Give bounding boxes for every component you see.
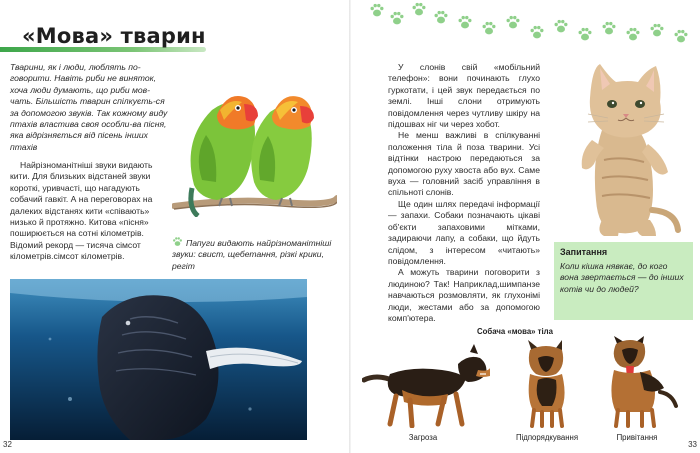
paw-icon <box>625 26 641 42</box>
parrots-caption <box>172 236 337 272</box>
whale-paragraphs <box>10 160 168 263</box>
cat-image <box>552 60 692 240</box>
paw-decoration-row <box>365 0 700 44</box>
paw-icon <box>673 28 689 44</box>
paragraph: Ще один шлях передачі інформації — запахи. Собаки позначають цікаві об'єкти запаховими мітками, задираючи лапу, а собаки, що йдуть слідом, з інтересом «читають» повідомлення. <box>388 198 540 266</box>
paw-icon <box>433 9 449 25</box>
dog-threat-image <box>362 344 490 428</box>
paw-icon <box>553 18 569 34</box>
paragraph: Не менш важливі в спілкуванні положення тіла й поза тварини. Усі відтінки настрою передаються за допомогою руху хвоста або вух. Саме вуха — головний засіб управління в спільноті слонів. <box>388 130 540 198</box>
page-number-left: 32 <box>3 440 12 449</box>
paw-icon <box>601 20 617 36</box>
paragraph: У слонів свій «мобільний телефон»: вони починають глухо гуркотати, і цей звук передається по землі. Інші слони отримують повідомлення через чутливу шкіру на підошвах ніг чи через хобот. <box>388 62 540 130</box>
intro-text: Тварини, як і люди, люблять по-говорити. Навіть риби не виняток, хоча люди думають, що риби мов-чать. Більшість тварин спілкуєть-ся за допомогою звуків. Так кожному виду птахів властива своя особли-ва пісня, яка відрізняється від пісень інших птахів <box>10 62 168 152</box>
dog-submission-image <box>516 340 578 428</box>
paw-icon <box>369 2 385 18</box>
paw-icon <box>505 14 521 30</box>
question-box-text: Коли кішка нявкає, до кого вона звертається — до інших котів чи до людей? <box>560 261 684 294</box>
dog-greeting-image <box>600 336 678 428</box>
dogs-section-title: Собача «мова» тіла <box>477 327 553 336</box>
parrots-image <box>172 70 337 217</box>
question-box-title: Запитання <box>560 247 608 257</box>
page-title: «Мова» тварин <box>22 24 206 48</box>
question-box <box>554 242 693 320</box>
paw-icon <box>577 26 593 42</box>
dog-label-threat: Загроза <box>408 433 438 442</box>
whale-image <box>10 279 307 440</box>
page-number-right: 33 <box>688 440 697 449</box>
paw-icon <box>529 24 545 40</box>
paragraph: Найрізноманітніші звуки видають кити. Для близьких відстаней звуки короткі, уривчасті, що нагадують собачий гавкіт. А на переговорах на далеких відстанях кити «співають» низько й протяжно. Китова «пісня» поширюється на сотні кілометрів. Відомий рекорд — тисяча сімсот кілометрів.сімсот кілометрів. <box>10 160 153 262</box>
paw-icon <box>389 10 405 26</box>
paw-icon <box>172 236 183 247</box>
right-paragraphs <box>388 62 540 324</box>
paw-icon <box>481 20 497 36</box>
paw-icon <box>649 22 665 38</box>
page-gutter <box>349 0 351 453</box>
paragraph: А можуть тварини поговорити з людиною? Так! Наприклад,шимпанзе навчаються розмовляти, як глухонімі люди, жестами або за допомогою комп'ютера. <box>388 267 540 323</box>
dog-label-submission: Підпорядкування <box>515 433 579 442</box>
paw-icon <box>411 1 427 17</box>
dog-label-greeting: Привітання <box>616 433 658 442</box>
caption-text: Папуги видають найрізноманітніші звуки: свист, щебетання, різкі крики, регіт <box>172 238 332 271</box>
paw-icon <box>457 14 473 30</box>
